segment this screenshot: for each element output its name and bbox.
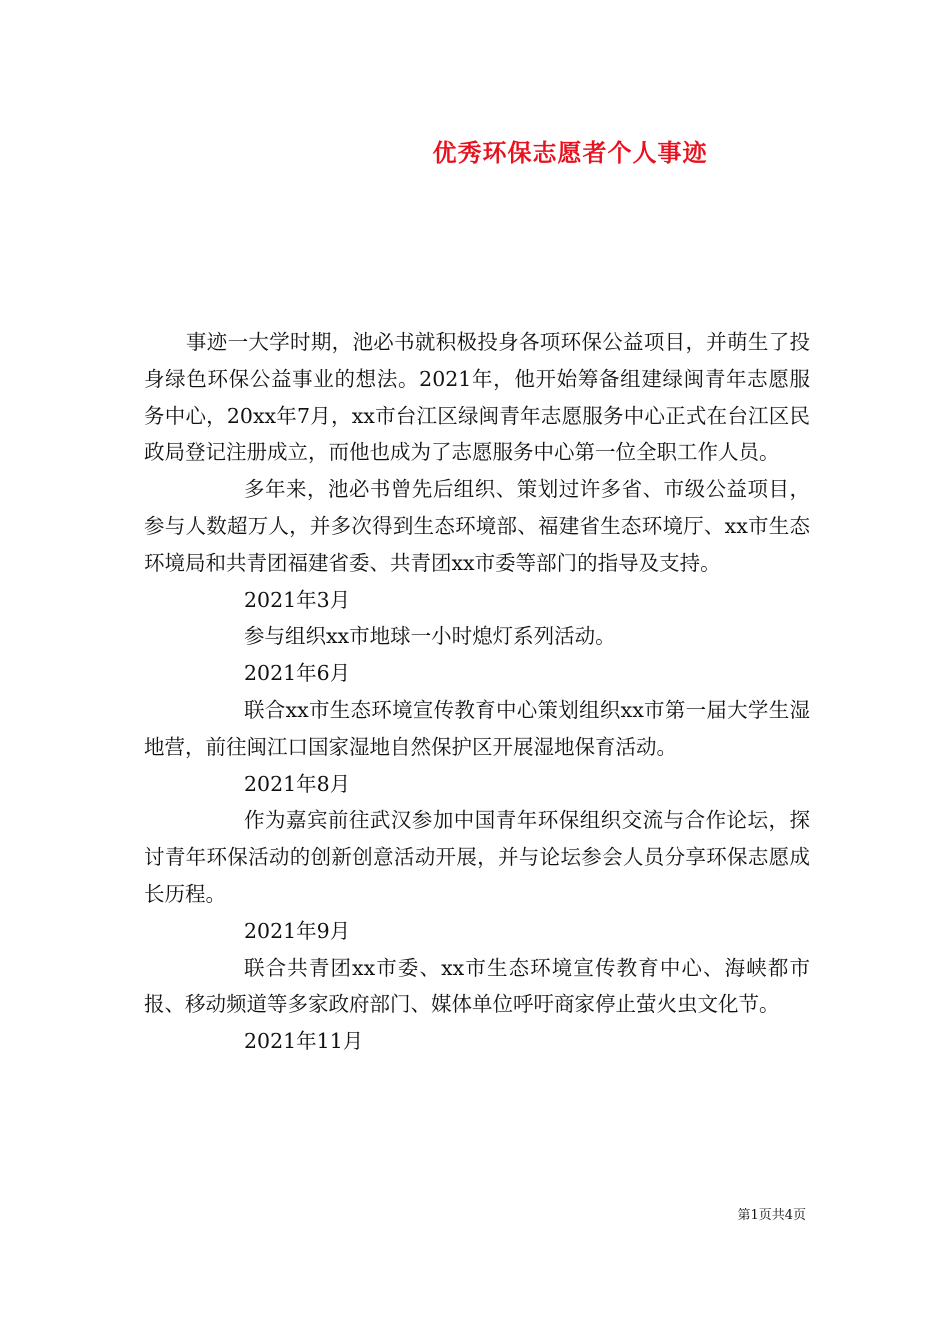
paragraph-3: 参与组织xx市地球一小时熄灯系列活动。 [244, 624, 616, 649]
document-body [144, 324, 810, 1060]
paragraph-2: 多年来，池必书曾先后组织、策划过许多省、市级公益项目，参与人数超万人，并多次得到生态环境部、福建省生态环境厅、xx市生态环境局和共青团福建省委、共青团xx市委等部门的指导及支持。 [144, 477, 810, 575]
page-number: 第1页共4页 [737, 1208, 806, 1223]
paragraph-6: 联合共青团xx市委、xx市生态环境宣传教育中心、海峡都市报、移动频道等多家政府部门、媒体单位呼吁商家停止萤火虫文化节。 [144, 955, 810, 1017]
date-heading: 2021年3月 [244, 587, 351, 612]
paragraph-5: 作为嘉宾前往武汉参加中国青年环保组织交流与合作论坛，探讨青年环保活动的创新创意活动开展，并与论坛参会人员分享环保志愿成长历程。 [144, 808, 810, 906]
date-heading: 2021年9月 [244, 918, 351, 943]
date-heading: 2021年8月 [244, 771, 351, 796]
date-heading: 2021年6月 [244, 661, 351, 686]
paragraph-4: 联合xx市生态环境宣传教育中心策划组织xx市第一届大学生湿地营，前往闽江口国家湿地自然保护区开展湿地保育活动。 [144, 697, 810, 759]
date-heading: 2021年11月 [244, 1029, 364, 1054]
paragraph-1: 事迹一大学时期，池必书就积极投身各项环保公益项目，并萌生了投身绿色环保公益事业的想法。2021年，他开始筹备组建绿闽青年志愿服务中心，20xx年7月，xx市台江区绿闽青年志愿服务中心正式在台江区民政局登记注册成立，而他也成为了志愿服务中心第一位全职工作人员。 [144, 330, 810, 465]
document-title: 优秀环保志愿者个人事迹 [432, 139, 708, 167]
